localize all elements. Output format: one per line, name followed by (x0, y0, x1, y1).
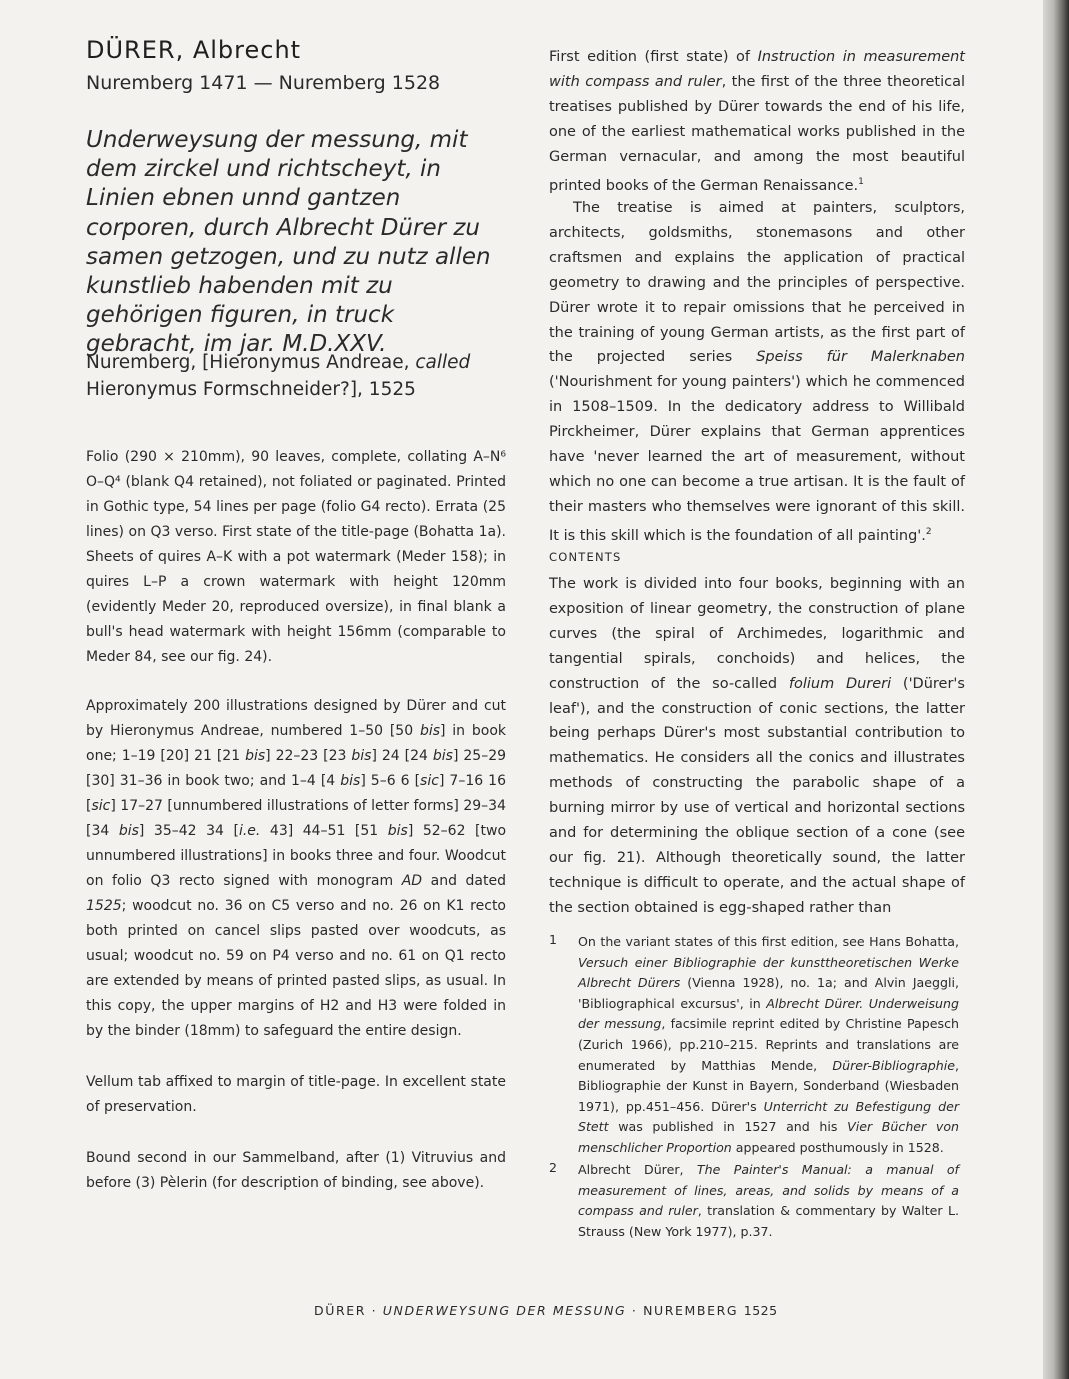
footnote-text: Albrecht Dürer, The Painter's Manual: a manual of measurement of lines, areas, and solids by means of a compass and ruler, translation & commentary by Walter L. Strauss (New York 1977), p.37. (578, 1162, 959, 1239)
imprint: Nuremberg, [Hieronymus Andreae, called Hieronymus Formschneider?], 1525 (86, 352, 471, 400)
treatise-paragraph: The treatise is aimed at painters, sculptors, architects, goldsmiths, stonemasons and other craftsmen and explains the application of practical geometry to drawing and the principles of perspective. Dürer wrote it to repair omissions that he perceived in the training of young German artists, as the first part of the projected series Speiss für Malerknaben ('Nourishment for young painters') which he commenced in 1508–1509. In the dedicatory address to Willibald Pirckheimer, Dürer explains that German apprentices have 'never learned the art of measurement, without which no one can become a true artisan. It is the fault of their masters who themselves were ignorant of this skill. It is this skill which is the foundation of all painting'.$^2$ (549, 200, 965, 544)
page-binding-shadow (1043, 0, 1069, 1379)
contents-paragraph: The work is divided into four books, beginning with an exposition of linear geometry, the construction of plane curves (the spiral of Archimedes, logarithmic and tangential spirals, conchoids) and helices, the construction of the so-called folium Dureri ('Dürer's leaf'), and the construction of conic sections, the latter being perhaps Dürer's most substantial contribution to mathematics. He considers all the conics and illustrates methods of constructing the parabolic shape of a burning mirror by use of vertical and horizontal sections and for determining the oblique section of a cone (see our fig. 21). Although theoretically sound, the latter technique is difficult to operate, and the actual shape of the section obtained is egg-shaped rather than (549, 576, 965, 916)
footnote-ref-2: 2 (925, 526, 932, 537)
illustrations-paragraph: Approximately 200 illustrations designed by Dürer and cut by Hieronymus Andreae, numbered 1–50 [50 bis] in book one; 1–19 [20] 21 [21 bis] 22–23 [23 bis] 24 [24 bis] 25–29 [30] 31–36 in book two; and 1–4 [4 bis] 5–6 6 [sic] 7–16 16 [sic] 17–27 [unnumbered illustrations of letter forms] 29–34 [34 bis] 35–42 34 [i.e. 43] 44–51 [51 bis] 52–62 [two unnumbered illustrations] in books three and four. Woodcut on folio Q3 recto signed with monogram AD and dated 1525; woodcut no. 36 on C5 verso and no. 26 on K1 recto both printed on cancel slips pasted over woodcuts, as usual; woodcut no. 59 on P4 verso and no. 61 on Q1 recto are extended by means of printed pasted slips, as usual. In this copy, the upper margins of H2 and H3 were folded in by the binder (18mm) to safeguard the entire design. (86, 698, 507, 1039)
contents-heading: CONTENTS (549, 550, 622, 564)
author-heading: DÜRER, Albrecht (86, 36, 302, 64)
running-footer: DÜRER · UNDERWEYSUNG DER MESSUNG · NUREMBERG 1525 (314, 1303, 778, 1318)
footnote-number: 1 (549, 932, 557, 947)
footnote-text: On the variant states of this first edition, see Hans Bohatta, Versuch einer Bibliographie der kunsttheoretischen Werke Albrecht Dürers (Vienna 1928), no. 1a; and Alvin Jaeggli, 'Bibliographical excursus', in Albrecht Dürer. Underweisung der messung, facsimile reprint edited by Christine Papesch (Zurich 1966), pp.210–215. Reprints and translations are enumerated by Matthias Mende, Dürer-Bibliographie, Bibliographie der Kunst in Bayern, Sonderband (Wiesbaden 1971), pp.451–456. Dürer's Unterricht zu Befestigung der Stett was published in 1527 and his Vier Bücher von menschlicher Proportion appeared posthumously in 1528. (578, 934, 960, 1155)
vellum-paragraph: Vellum tab affixed to margin of title-page. In excellent state of preservation. (86, 1074, 506, 1115)
book-title: Underweysung der messung, mit dem zirckel und richtscheyt, in Linien ebnen unnd gantzen corporen, durch Albrecht Dürer zu samen getzogen, und zu nutz allen kunstlieb habenden mit zu gehörigen figuren, in truck gebracht, im jar. M.D.XXV. (86, 127, 491, 358)
footnote-ref-1: 1 (858, 176, 864, 187)
bound-paragraph: Bound second in our Sammelband, after (1) Vitruvius and before (3) Pèlerin (for description of binding, see above). (86, 1150, 506, 1191)
footer-date: 1525 (743, 1303, 778, 1318)
intro-paragraph: First edition (first state) of Instruction in measurement with compass and ruler, the first of the three theoretical treatises published by Dürer towards the end of his life, one of the earliest mathematical works published in the German vernacular, and among the most beautiful printed books of the German Renaissance.$^1$ (549, 49, 965, 194)
footnote-number: 2 (549, 1160, 557, 1175)
author-life-dates: Nuremberg 1471 — Nuremberg 1528 (86, 72, 441, 94)
collation-paragraph: Folio (290 × 210mm), 90 leaves, complete, collating A–N⁶ O–Q⁴ (blank Q4 retained), not foliated or paginated. Printed in Gothic type, 54 lines per page (folio G4 recto). Errata (25 lines) on Q3 verso. First state of the title-page (Bohatta 1a). Sheets of quires A–K with a pot watermark (Meder 158); in quires L–P a crown watermark with height 120mm (evidently Meder 20, reproduced oversize), in final blank a bull's head watermark with height 156mm (comparable to Meder 84, see our fig. 24). (86, 449, 506, 665)
